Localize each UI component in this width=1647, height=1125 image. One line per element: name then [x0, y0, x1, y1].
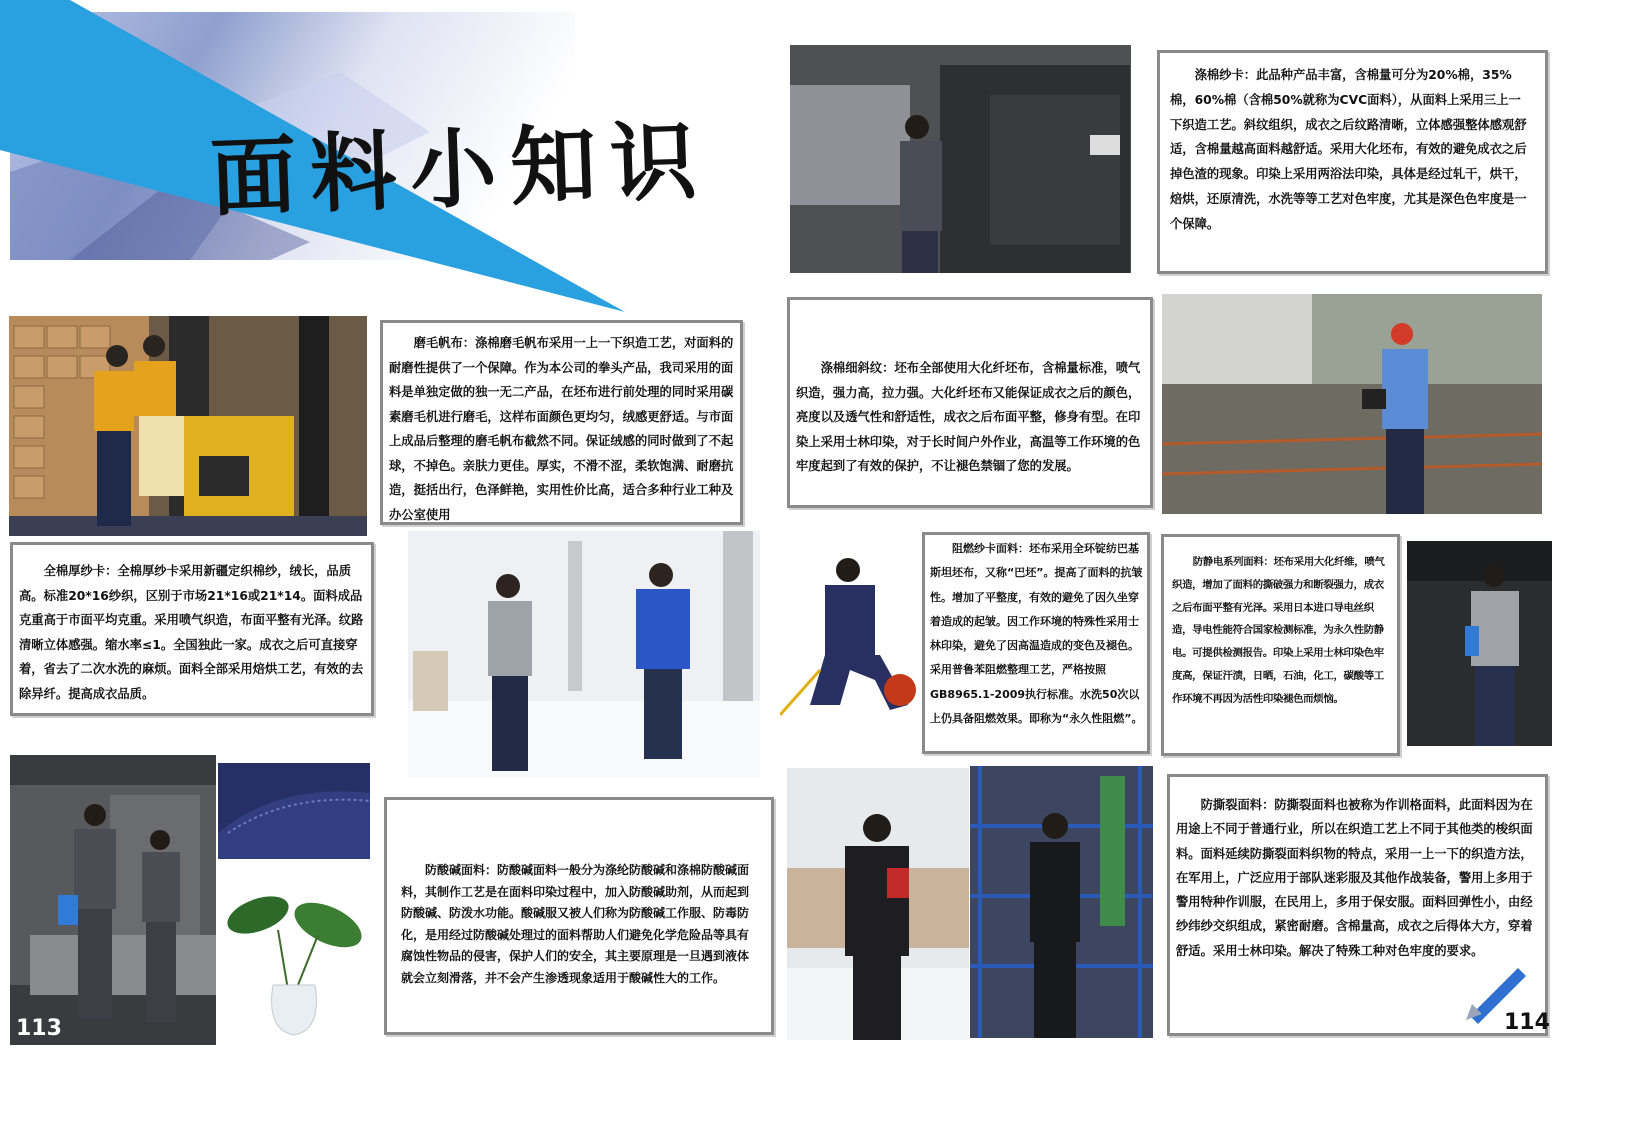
photo-warehouse-shelves: [970, 766, 1153, 1038]
section-flame-retardant: [922, 532, 1150, 754]
photo-man-clipboard: [1407, 541, 1552, 746]
photo-fabric-closeup: [218, 763, 370, 859]
section-poly-cotton-drill: [1157, 50, 1548, 274]
page-number-left: 113: [16, 1016, 62, 1041]
section-antistatic: [1161, 534, 1400, 756]
photo-plant-vase: [218, 880, 370, 1040]
photo-machine-operator: [790, 45, 1131, 273]
photo-two-men-snow: [408, 531, 760, 777]
section-antistatic-text: 防静电系列面料：坯布采用大化纤维，喷气织造，增加了面料的撕破强力和断裂强力，成衣之后布面平整有光泽。采用日本进口导电丝织造，导电性能符合国家检测标准，为永久性防静电。可提供检测报告。印染上采用士林印染色牢度高，保证汗渍，日晒，石油，化工，碳酸等工作环境不再因为活性印染褪色而烦恼。: [1172, 556, 1385, 705]
section-anti-tear-text: 防撕裂面料：防撕裂面料也被称为作训格面料，此面料因为在用途上不同于普通行业，所以在织造工艺上不同于其他类的梭织面料。面料延续防撕裂面料织物的特点，采用一上一下的织造方法，在军用上，广泛应用于部队迷彩服及其他作战装备，警用上多用于警用特种作训服，在民用上，多用于保安服。面料回弹性小，由经纱纬纱交织组成，紧密耐磨。含棉量高，成衣之后得体大方，穿着舒适。采用士林印染。解决了特殊工种对色牢度的要求。: [1176, 798, 1533, 958]
section-acid-alkali-text: 防酸碱面料：防酸碱面料一般分为涤纶防酸碱和涤棉防酸碱面料，其制作工艺是在面料印染过程中，加入防酸碱助剂，从而起到防酸碱、防泼水功能。酸碱服又被人们称为防酸碱工作服、防毒防化，是用经过防酸碱处理过的面料帮助人们避免化学危险品等具有腐蚀性物品的侵害，保护人们的安全，其主要原理是一旦遇到液体就会立刻滑落，并不会产生渗透现象适用于酸碱性大的工作。: [401, 863, 750, 985]
section-cotton-drill-text: 全棉厚纱卡：全棉厚纱卡采用新疆定织棉纱，绒长，品质高。标准20*16纱织，区别于市场21*16或21*14。面料成品克重高于市面平均克重。采用喷气织造，布面平整有光泽。纹路清晰立体感强。缩水率≤1。全国独此一家。成衣之后可直接穿着，省去了二次水洗的麻烦。面料全部采用焙烘工艺，有效的去除异纤。提高成衣品质。: [19, 564, 364, 701]
photo-construction-site: [1162, 294, 1542, 514]
photo-printing-room: [10, 755, 216, 1045]
page-number-right: 114: [1504, 1010, 1550, 1035]
section-poly-cotton-twill-text: 涤棉细斜纹：坯布全部使用大化纤坯布，含棉量标准，喷气织造，强力高，拉力强。大化纤坯布又能保证成衣之后的颜色，亮度以及透气性和舒适性，成衣之后布面平整，修身有型。在印染上采用士林印染，对于长时间户外作业，高温等工作环境的色牢度起到了有效的保护，不让褪色禁锢了您的发展。: [796, 361, 1141, 473]
section-brushed-canvas-text: 磨毛帆布：涤棉磨毛帆布采用一上一下织造工艺，对面料的耐磨性提供了一个保障。作为本公司的拳头产品，我司采用的面料是单独定做的独一无二产品，在坯布进行前处理的同时采用碳素磨毛机进行磨毛，这样布面颜色更均匀，绒感更舒适。与市面上成品后整理的磨毛帆布截然不同。保证绒感的同时做到了不起球，不掉色。亲肤力更佳。厚实，不滑不涩，柔软饱满、耐磨抗造，挺括出行，色泽鲜艳，实用性价比高，适合多种行业工种及办公室使用: [389, 336, 734, 522]
section-cotton-drill: [10, 542, 374, 716]
photo-warehouse-forklift: [9, 316, 367, 536]
section-acid-alkali: [384, 797, 774, 1035]
photo-kneeling-man: [780, 530, 920, 748]
section-poly-cotton-twill: [787, 297, 1153, 508]
section-flame-retardant-text: 阻燃纱卡面料：坯布采用全环锭纺巴基斯坦坯布，又称“巴坯”。提高了面料的抗皱性。增加了平整度，有效的避免了因久坐穿着造成的起皱。因工作环境的特殊性采用士林印染，避免了因高温造成的变色及褪色。采用普鲁苯阻燃整理工艺，严格按照GB8965.1-2009执行标准。水洗50次以上仍具备阻燃效果。即称为“永久性阻燃”。: [930, 542, 1143, 726]
page-title: 面料小知识: [208, 110, 712, 229]
section-brushed-canvas: [380, 320, 743, 525]
photo-winter-jacket: [787, 768, 969, 1040]
section-poly-cotton-drill-text: 涤棉纱卡：此品种产品丰富，含棉量可分为20%棉，35%棉，60%棉（含棉50%就称为CVC面料），从面料上采用三上一下织造工艺。斜纹组织，成衣之后纹路清晰，立体感强整体感观舒适，含棉量越高面料越舒适。采用大化坯布，有效的避免成衣之后掉色渣的现象。印染上采用两浴法印染，具体是经过轧干，烘干，焙烘，还原清洗，水洗等等工艺对色牢度，尤其是深色色牢度是一个保障。: [1170, 68, 1527, 231]
